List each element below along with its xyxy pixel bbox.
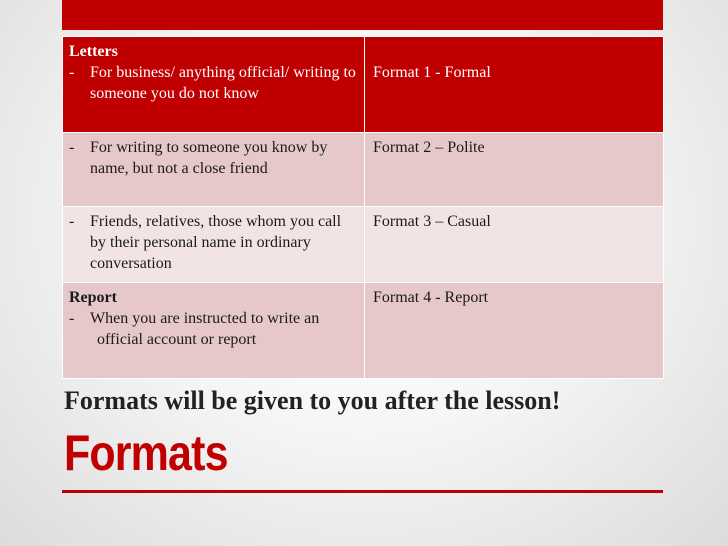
table-row xyxy=(63,37,664,133)
category-title: Report xyxy=(69,289,117,306)
dash-marker: - xyxy=(69,310,75,327)
list-item xyxy=(69,62,358,104)
category-cell xyxy=(63,133,365,207)
dash-marker: - xyxy=(69,139,75,156)
dash-marker: - xyxy=(69,213,75,230)
slide-title: Formats xyxy=(64,425,228,481)
lesson-note: Formats will be given to you after the lesson! xyxy=(64,386,561,415)
header-bar xyxy=(62,0,663,30)
list-item xyxy=(69,308,358,350)
category-title: Letters xyxy=(69,43,118,60)
list-item xyxy=(69,211,358,274)
description-text: For business/ anything official/ writing to someone you do not know xyxy=(90,64,356,102)
list-item xyxy=(69,137,358,179)
format-cell xyxy=(365,283,664,379)
format-cell xyxy=(365,133,664,207)
table-row xyxy=(63,283,664,379)
title-underline xyxy=(62,490,663,493)
table-row xyxy=(63,207,664,283)
format-cell xyxy=(365,37,664,133)
dash-marker: - xyxy=(69,64,75,81)
format-label: Format 2 – Polite xyxy=(373,139,485,156)
description-text: Friends, relatives, those whom you call by their personal name in ordinary conversation xyxy=(90,213,342,272)
category-cell xyxy=(63,37,365,133)
category-cell xyxy=(63,283,365,379)
format-label: Format 4 - Report xyxy=(373,289,489,306)
description-text: When you are instructed to write an xyxy=(90,310,320,327)
format-cell xyxy=(365,207,664,283)
table-row xyxy=(63,133,664,207)
format-label: Format 3 – Casual xyxy=(373,213,491,230)
category-cell xyxy=(63,207,365,283)
description-subline: official account or report xyxy=(97,331,257,348)
description-text: For writing to someone you know by name, but not a close friend xyxy=(90,139,328,177)
format-label: Format 1 - Formal xyxy=(373,64,491,81)
formats-table xyxy=(62,36,664,379)
